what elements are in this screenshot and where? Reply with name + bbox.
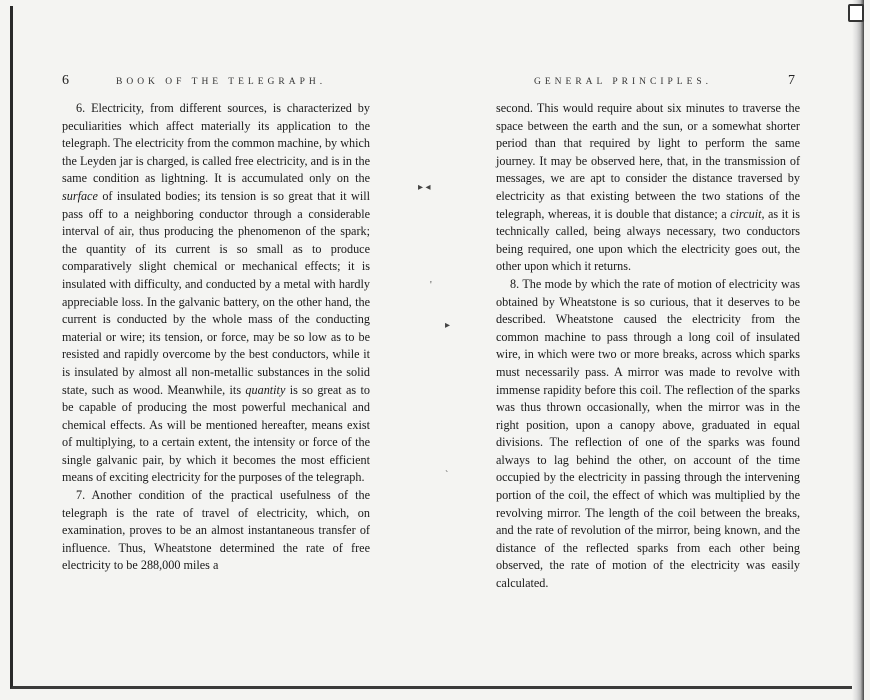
text-column-right xyxy=(496,100,800,593)
gutter-mark: ▸ xyxy=(445,320,451,331)
page-number-left: 6 xyxy=(62,73,69,88)
gutter-mark: ▸ ◂ xyxy=(418,182,431,193)
page-number-right: 7 xyxy=(788,73,795,88)
gutter-mark: ' xyxy=(430,280,432,291)
page-edge-shadow xyxy=(852,0,864,700)
running-header-right: GENERAL PRINCIPLES. xyxy=(534,77,713,87)
gutter-mark: ˋ xyxy=(445,470,449,481)
text-column-left xyxy=(62,100,370,575)
paragraph-6: 6. Electricity, from different sources, is characterized by peculiarities which affect materially its application to the telegraph. The electricity from the common machine, by which the Leyden jar is charged, is called free electricity, and is in the same condition as lightning. It is accumulated only on the surface of insulated bodies; its tension is so great that it will pass off to a neighboring conductor through a considerable interval of air, thus producing the phenomenon of the spark; the quantity of its current is so small as to produce comparatively slight chemical or mechanical effects; it is insulated with difficulty, and conducted by a metal with hardly appreciable loss. In the galvanic battery, on the other hand, the current is conducted by the whole mass of the conducting material or wire; its tension, or force, may be so low as to be resisted and rapidly overcome by the best conductors, while it is insulated by almost all non-metallic substances in the solid state, such as wood. Meanwhile, its quantity is so great as to be capable of producing the most powerful mechanical and chemical effects. As will be mentioned hereafter, means exist of multiplying, to a certain extent, the intensity or force of the single galvanic pair, by which it becomes the most efficient means of exciting electricity for the purposes of the telegraph. xyxy=(62,101,370,485)
paragraph-7: 7. Another condition of the practical usefulness of the telegraph is the rate of travel of electricity, which, on examination, proves to be an almost instantaneous transfer of influence. Thus, Wheatstone determined the rate of free electricity to be 288,000 miles a xyxy=(62,488,370,573)
running-header-left: BOOK OF THE TELEGRAPH. xyxy=(116,77,327,87)
paragraph-8: 8. The mode by which the rate of motion of electricity was obtained by Wheatstone is so curious, that it deserves to be described. Wheatstone caused the electricity from the common machine to pass through a long coil of insulated wire, in which were two or more breaks, across which sparks must necessarily pass. A mirror was made to revolve with immense rapidity before this coil. The reflection of the sparks was thus thrown occasionally, when the mirror was in the right position, upon a canopy above, graduated in equal divisions. The reflection of one of the sparks was found always to lag behind the other, on account of the time occupied by the electricity in passing through the intervening portion of the coil, the effect of which was multiplied by the revolving mirror. The length of the coil between the breaks, and the rate of revolution of the mirror, being known, and the distance of the reflected sparks from each other being observed, the rate of motion of the electricity was easily calculated. xyxy=(496,276,800,591)
paragraph-continued: second. This would require about six minutes to traverse the space between the earth and the sun, or a somewhat shorter period than that required by light to perform the same journey. It may be observed here, that, in the transmission of messages, we are apt to consider the distance traversed by electricity as that existing between the two stations of the telegraph, whereas, it is double that distance; a circuit, as it is technically called, being always necessary, two conductors being required, one upon which the electricity goes out, the other upon which it returns. xyxy=(496,101,800,274)
corner-clip xyxy=(848,4,864,22)
